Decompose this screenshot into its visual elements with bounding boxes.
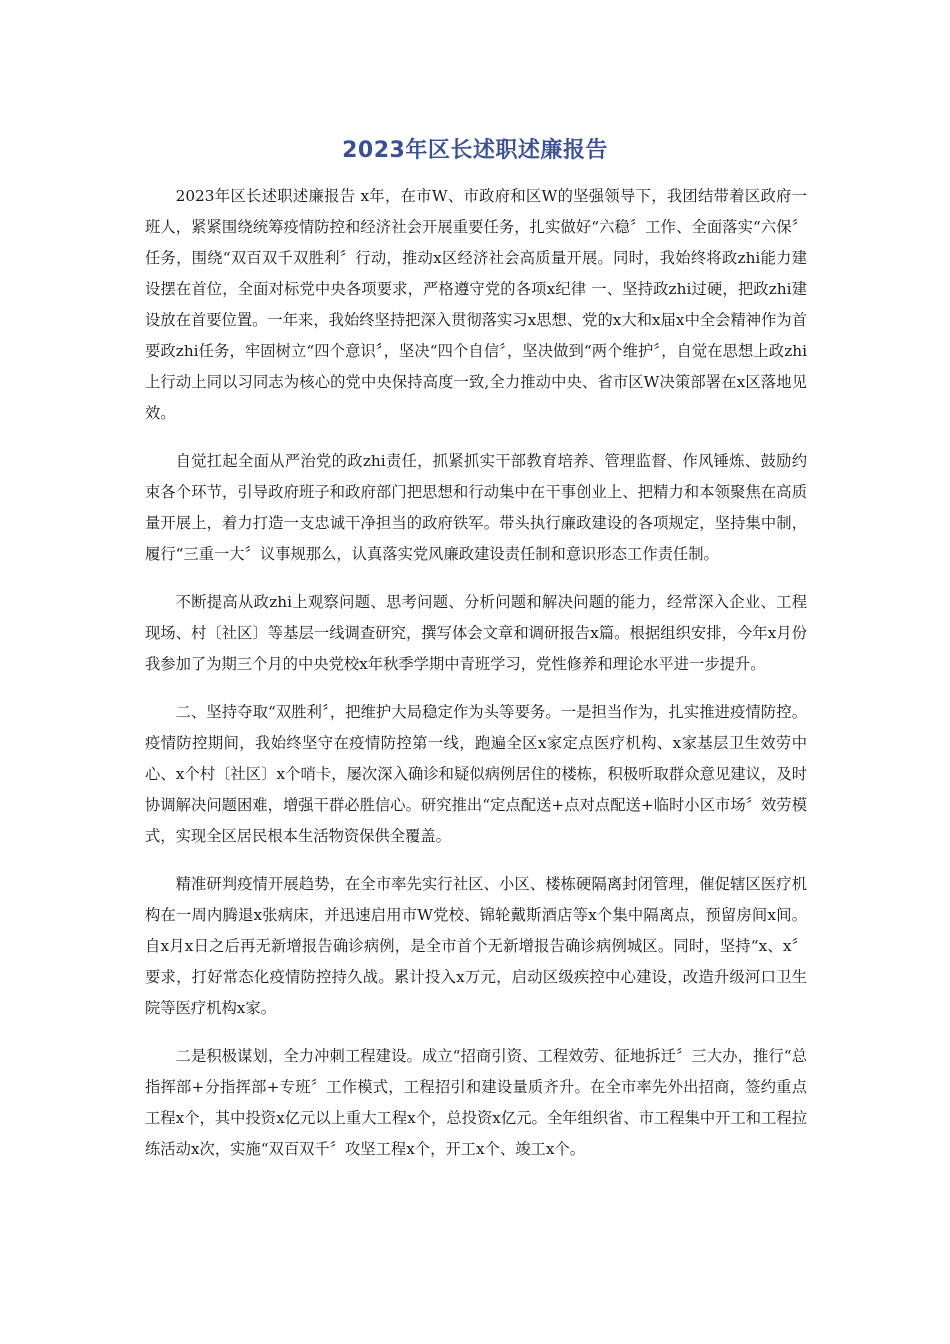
paragraph-1: 2023年区长述职述廉报告 x年，在市W、市政府和区W的坚强领导下，我团结带着区政府一班人，紧紧围绕统筹疫情防控和经济社会开展重要任务，扎实做好“六稳〞工作、全面落实“六保〞任务，围绕“双百双千双胜利〞行动，推动x区经济社会高质量开展。同时，我始终将政zhi能力建设摆在首位，全面对标党中央各项要求，严格遵守党的各项x纪律 一、坚持政zhi过硬，把政zhi建设放在首要位置。一年来，我始终坚持把深入贯彻落实习x思想、党的x大和x届x中全会精神作为首要政zhi任务，牢固树立“四个意识〞，坚决“四个自信〞，坚决做到“两个维护〞，自觉在思想上政zhi上行动上同以习同志为核心的党中央保持高度一致,全力推动中央、省市区W决策部署在x区落地见效。 <box>145 187 807 422</box>
paragraph-5: 精准研判疫情开展趋势，在全市率先实行社区、小区、楼栋硬隔离封闭管理，催促辖区医疗机构在一周内腾退x张病床，并迅速启用市W党校、锦轮戴斯酒店等x个集中隔离点，预留房间x间。自x月x日之后再无新增报告确诊病例，是全市首个无新增报告确诊病例城区。同时，坚持“x、x〞要求，打好常态化疫情防控持久战。累计投入x万元，启动区级疾控中心建设，改造升级河口卫生院等医疗机构x家。 <box>145 875 807 1017</box>
document-title: 2023年区长述职述廉报告 <box>342 138 608 163</box>
paragraph-4: 二、坚持夺取“双胜利〞，把维护大局稳定作为头等要务。一是担当作为，扎实推进疫情防控。疫情防控期间，我始终坚守在疫情防控第一线，跑遍全区x家定点医疗机构、x家基层卫生效劳中心、x个村〔社区〕x个哨卡，屡次深入确诊和疑似病例居住的楼栋，积极听取群众意见建议，及时协调解决问题困难，增强干群必胜信心。研究推出“定点配送+点对点配送+临时小区市场〞效劳模式，实现全区居民根本生活物资保供全覆盖。 <box>145 703 807 845</box>
paragraph-3: 不断提高从政zhi上观察问题、思考问题、分析问题和解决问题的能力，经常深入企业、工程现场、村〔社区〕等基层一线调查研究，撰写体会文章和调研报告x篇。根据组织安排，今年x月份我参加了为期三个月的中央党校x年秋季学期中青班学习，党性修养和理论水平进一步提升。 <box>145 593 807 673</box>
document-body <box>145 181 807 1182</box>
paragraph-6: 二是积极谋划，全力冲刺工程建设。成立“招商引资、工程效劳、征地拆迁〞三大办，推行“总指挥部+分指挥部+专班〞工作模式，工程招引和建设量质齐升。在全市率先外出招商，签约重点工程x个，其中投资x亿元以上重大工程x个，总投资x亿元。全年组织省、市工程集中开工和工程拉练活动x次，实施“双百双千〞攻坚工程x个，开工x个、竣工x个。 <box>145 1047 807 1158</box>
paragraph-2: 自觉扛起全面从严治党的政zhi责任，抓紧抓实干部教育培养、管理监督、作风锤炼、鼓励约束各个环节，引导政府班子和政府部门把思想和行动集中在干事创业上、把精力和本领聚焦在高质量开展上，着力打造一支忠诚干净担当的政府铁军。带头执行廉政建设的各项规定，坚持集中制，履行“三重一大〞议事规那么，认真落实党风廉政建设责任制和意识形态工作责任制。 <box>145 452 807 563</box>
